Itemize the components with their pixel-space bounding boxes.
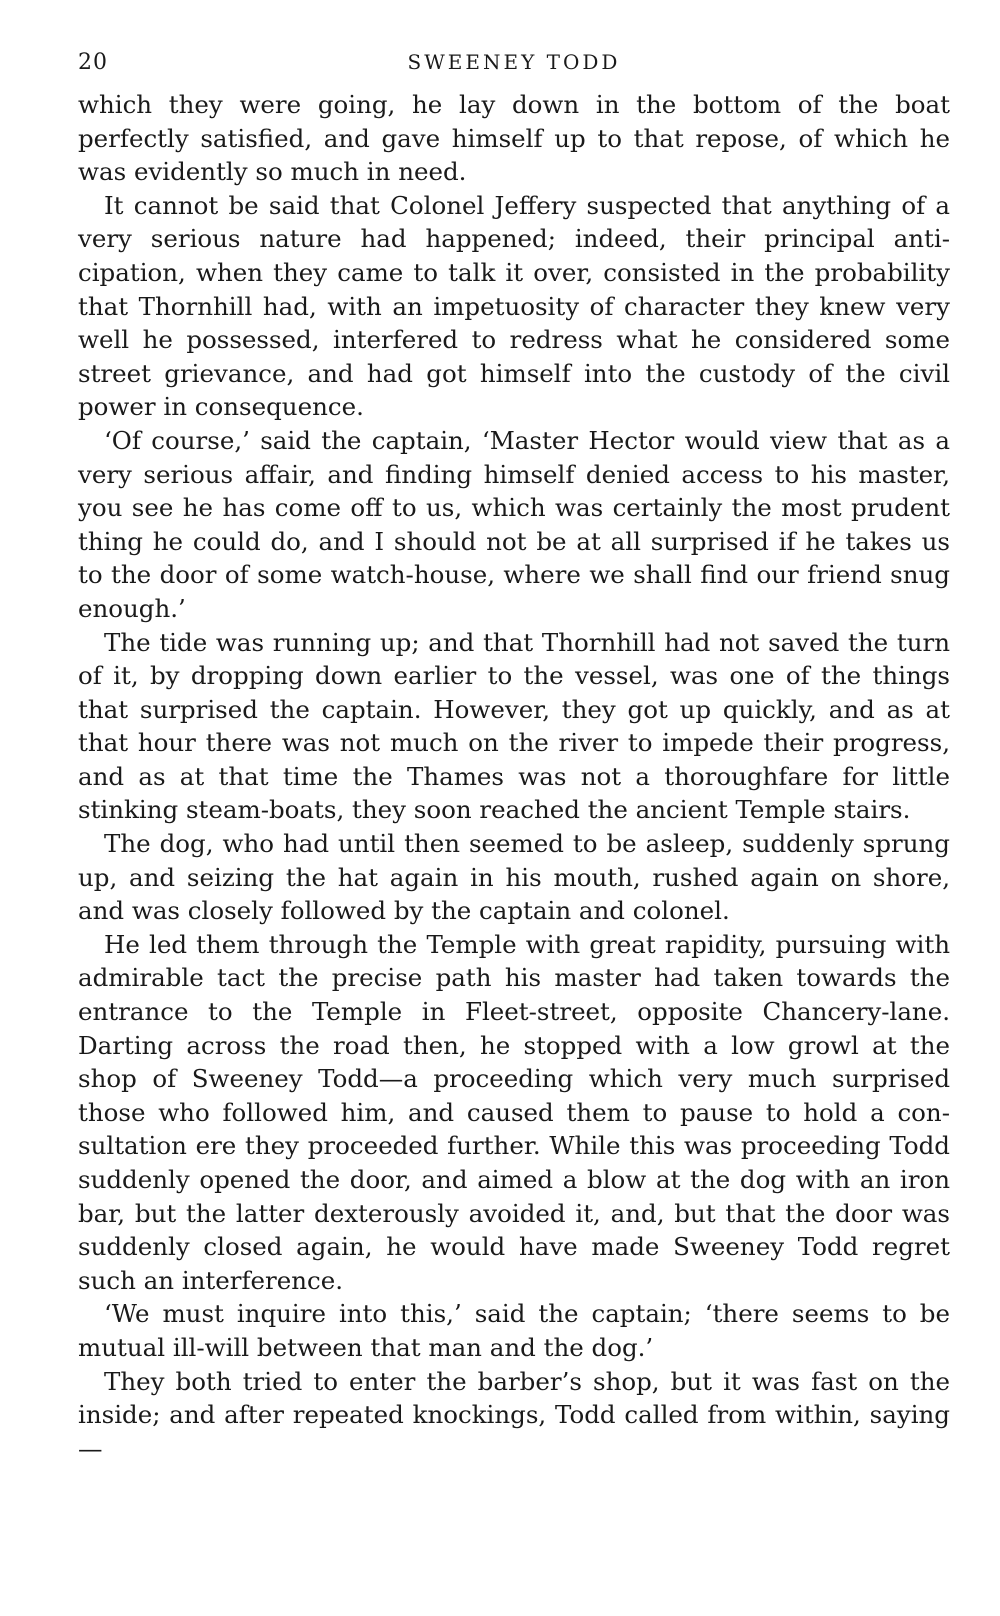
paragraph: He led them through the Temple with great rapidity, pursuing with admirable tact the precise path his master had taken towards the entrance to the Temple in Fleet-street, opposite Chancery-lane. Darting across the road then, he stopped with a low growl at the shop of Sweeney Todd—a proceeding which very much surprised those who followed him, and caused them to pause to hold a consultation ere they proceeded further. While this was proceeding Todd suddenly opened the door, and aimed a blow at the dog with an iron bar, but the latter dexterously avoided it, and, but that the door was suddenly closed again, he would have made Sweeney Todd regret such an interference.	[78, 929, 950, 1295]
paragraph: It cannot be said that Colonel Jeffery suspected that anything of a very serious nature had happened; indeed, their principal anticipation, when they came to talk it over, consisted in the probability that Thornhill had, with an impetuosity of character they knew very well he possessed, interfered to redress what he considered some street grievance, and had got himself into the custody of the civil power in consequence.	[78, 190, 950, 422]
running-head	[78, 46, 950, 86]
paragraph: The dog, who had until then seemed to be asleep, suddenly sprung up, and seizing the hat again in his mouth, rushed again on shore, and was closely followed by the captain and colonel.	[78, 829, 950, 926]
book-page	[78, 46, 950, 1465]
paragraph: The tide was running up; and that Thornhill had not saved the turn of it, by dropping down earlier to the vessel, was one of the things that surprised the captain. However, they got up quickly, and as at that hour there was not much on the river to impede their progress, and as at that time the Thames was not a thoroughfare for little stinking steam-boats, they soon reached the ancient Temple stairs.	[78, 627, 950, 825]
paragraph: They both tried to enter the barber’s shop, but it was fast on the inside; and after repeated knockings, Todd called from within, saying —	[78, 1366, 950, 1463]
page-number: 20	[78, 50, 108, 75]
paragraph: ‘Of course,’ said the captain, ‘Master Hector would view that as a very serious affair, and finding himself denied access to his master, you see he has come off to us, which was certainly the most prudent thing he could do, and I should not be at all surprised if he takes us to the door of some watch-house, where we shall find our friend snug enough.’	[78, 425, 950, 623]
body-text	[78, 88, 950, 1465]
book-title: SWEENEY TODD	[407, 50, 621, 74]
paragraph: ‘We must inquire into this,’ said the captain; ‘there seems to be mutual ill-will between that man and the dog.’	[78, 1299, 950, 1362]
paragraph-continuation: which they were going, he lay down in the bottom of the boat perfectly satisfied, and gave himself up to that repose, of which he was evidently so much in need.	[78, 90, 950, 187]
